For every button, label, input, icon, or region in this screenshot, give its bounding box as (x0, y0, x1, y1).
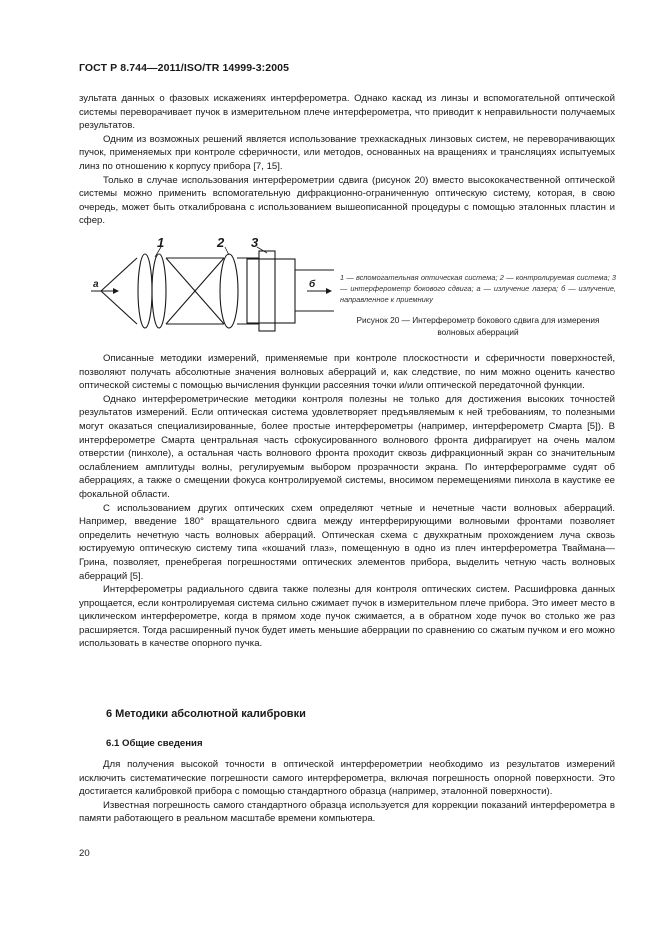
paragraph: Только в случае использования интерферометрии сдвига (рисунок 20) вместо высококачественной оптической системы можно применить вспомогательную дифракционно-ограниченную оптическую систему, которая, в свою очередь, может быть откалибрована с использованием вышеописанной процедуры с помощью эталонных пластин и сфер. (79, 174, 615, 227)
label-1: 1 (157, 235, 165, 250)
paragraph: С использованием других оптических схем определяют четные и нечетные части волновых аберраций. Например, введение 180° вращательного сдвига между интерферирующими волновыми фронтами позволяет определить нечетную часть волновых аберраций. Оптическая схема с двухкратным прохождением луча сквозь юстируемую оптическую систему типа «кошачий глаз», помещенную в одно из плеч интерферометра Тваймана—Грина, позволяет, пренебрегая погрешностями оптических элементов прибора, выделить четную часть волновых аберраций [5]. (79, 502, 615, 582)
paragraph: Интерферометры радиального сдвига также полезны для контроля оптических систем. Расшифровка данных упрощается, если контролируемая система сильно сжимает пучок в измерительном плече прибора. Это имеет место в циклическом интерферометре, когда в прямом ходе пучок сжимается, а в обратном ходе пучок во столько же раз расширяется. Тогда расширенный пучок будет иметь меньшие аберрации по сравнению со сжатым пучком и его можно использовать в качестве опорного пучка. (79, 584, 615, 650)
beam-b-arrowhead (326, 288, 332, 294)
page-number: 20 (79, 848, 90, 859)
ray (101, 291, 137, 324)
paragraph: Описанные методики измерений, применяемые при контроле плоскостности и сферичности поверхностей, позволяют получать абсолютные значения волновых аберраций и, как следствие, по ним можно оценить качество оптической системы с помощью вычисления функции рассеяния точки и/или оптической передаточной функции. (79, 353, 615, 392)
lens-2 (220, 254, 238, 328)
figure-legend: 1 — вспомогательная оптическая система; 2 — контролируемая система; 3 — интерферометр бокового сдвига; а — излучение лазера; б — излучение, направленное к приемнику (340, 273, 616, 304)
beam-a-arrowhead (113, 288, 119, 294)
lens-1a (138, 254, 152, 328)
paragraph: зультата данных о фазовых искажениях интерферометра. Однако каскад из линзы и вспомогательной оптической системы переворачивает пучок в измерительном плече интерферометра, что приводит к неправильности получаемых результатов. (79, 93, 615, 132)
paragraph: Для получения высокой точности в оптической интерферометрии необходимо из результатов измерений исключить систематические погрешности самого интерферометра, включая погрешность опорной поверхности. Это достигается калибровкой прибора с помощью стандартного образца (например, эталонной поверхности). (79, 759, 615, 798)
paragraph: Известная погрешность самого стандартного образца используется для коррекции показаний интерферометра в памяти работающего в реальном масштабе времени компьютера. (79, 799, 615, 825)
text-block-top (79, 92, 615, 228)
subsection-heading: 6.1 Общие сведения (106, 738, 203, 749)
label-b: б (309, 279, 316, 290)
lens-1b (152, 254, 166, 328)
interferometer-3-box (259, 251, 275, 331)
text-block-bottom (79, 758, 615, 826)
section-heading: 6 Методики абсолютной калибровки (106, 708, 306, 720)
label-a: а (93, 279, 99, 290)
text-block-middle (79, 352, 615, 651)
label-2: 2 (217, 235, 225, 250)
interferometer-3-body (247, 259, 295, 323)
standard-header: ГОСТ Р 8.744—2011/ISO/TR 14999-3:2005 (79, 62, 290, 74)
ray (101, 258, 137, 291)
label-3: 3 (251, 235, 259, 250)
paragraph: Одним из возможных решений является использование трехкаскадных линзовых систем, не переворачивающих пучок, применяемых при контроле сферичности, или методов, основанных на вращениях и трансляциях испытуемых линз по отношению к корпусу прибора [7, 15]. (79, 133, 615, 172)
paragraph: Однако интерферометрические методики контроля полезны не только для достижения высоких точностей результатов измерений. Если оптическая система удовлетворяет предъявляемым к ней требованиям, то полезными могут оказаться специализированные, более простые интерферометры (например, интерферометр Смарта [5]). В интерферометре Смарта центральная часть сфокусированного волнового фронта дифрагирует на очень малом отверстии (пинхоле), а остальная часть волнового фронта проходит сквозь дифракционный экран со значительным ослаблением амплитуды волны, регулируемым выбором прозрачности экрана. По интерферограмме судят об аберрациях, а также о смещении фокуса контролируемой системы, вносимом перемещениями пинхола в каустике ее фокальной области. (79, 393, 615, 500)
figure-title: Рисунок 20 — Интерферометр бокового сдвига для измерения волновых аберраций (356, 315, 600, 337)
